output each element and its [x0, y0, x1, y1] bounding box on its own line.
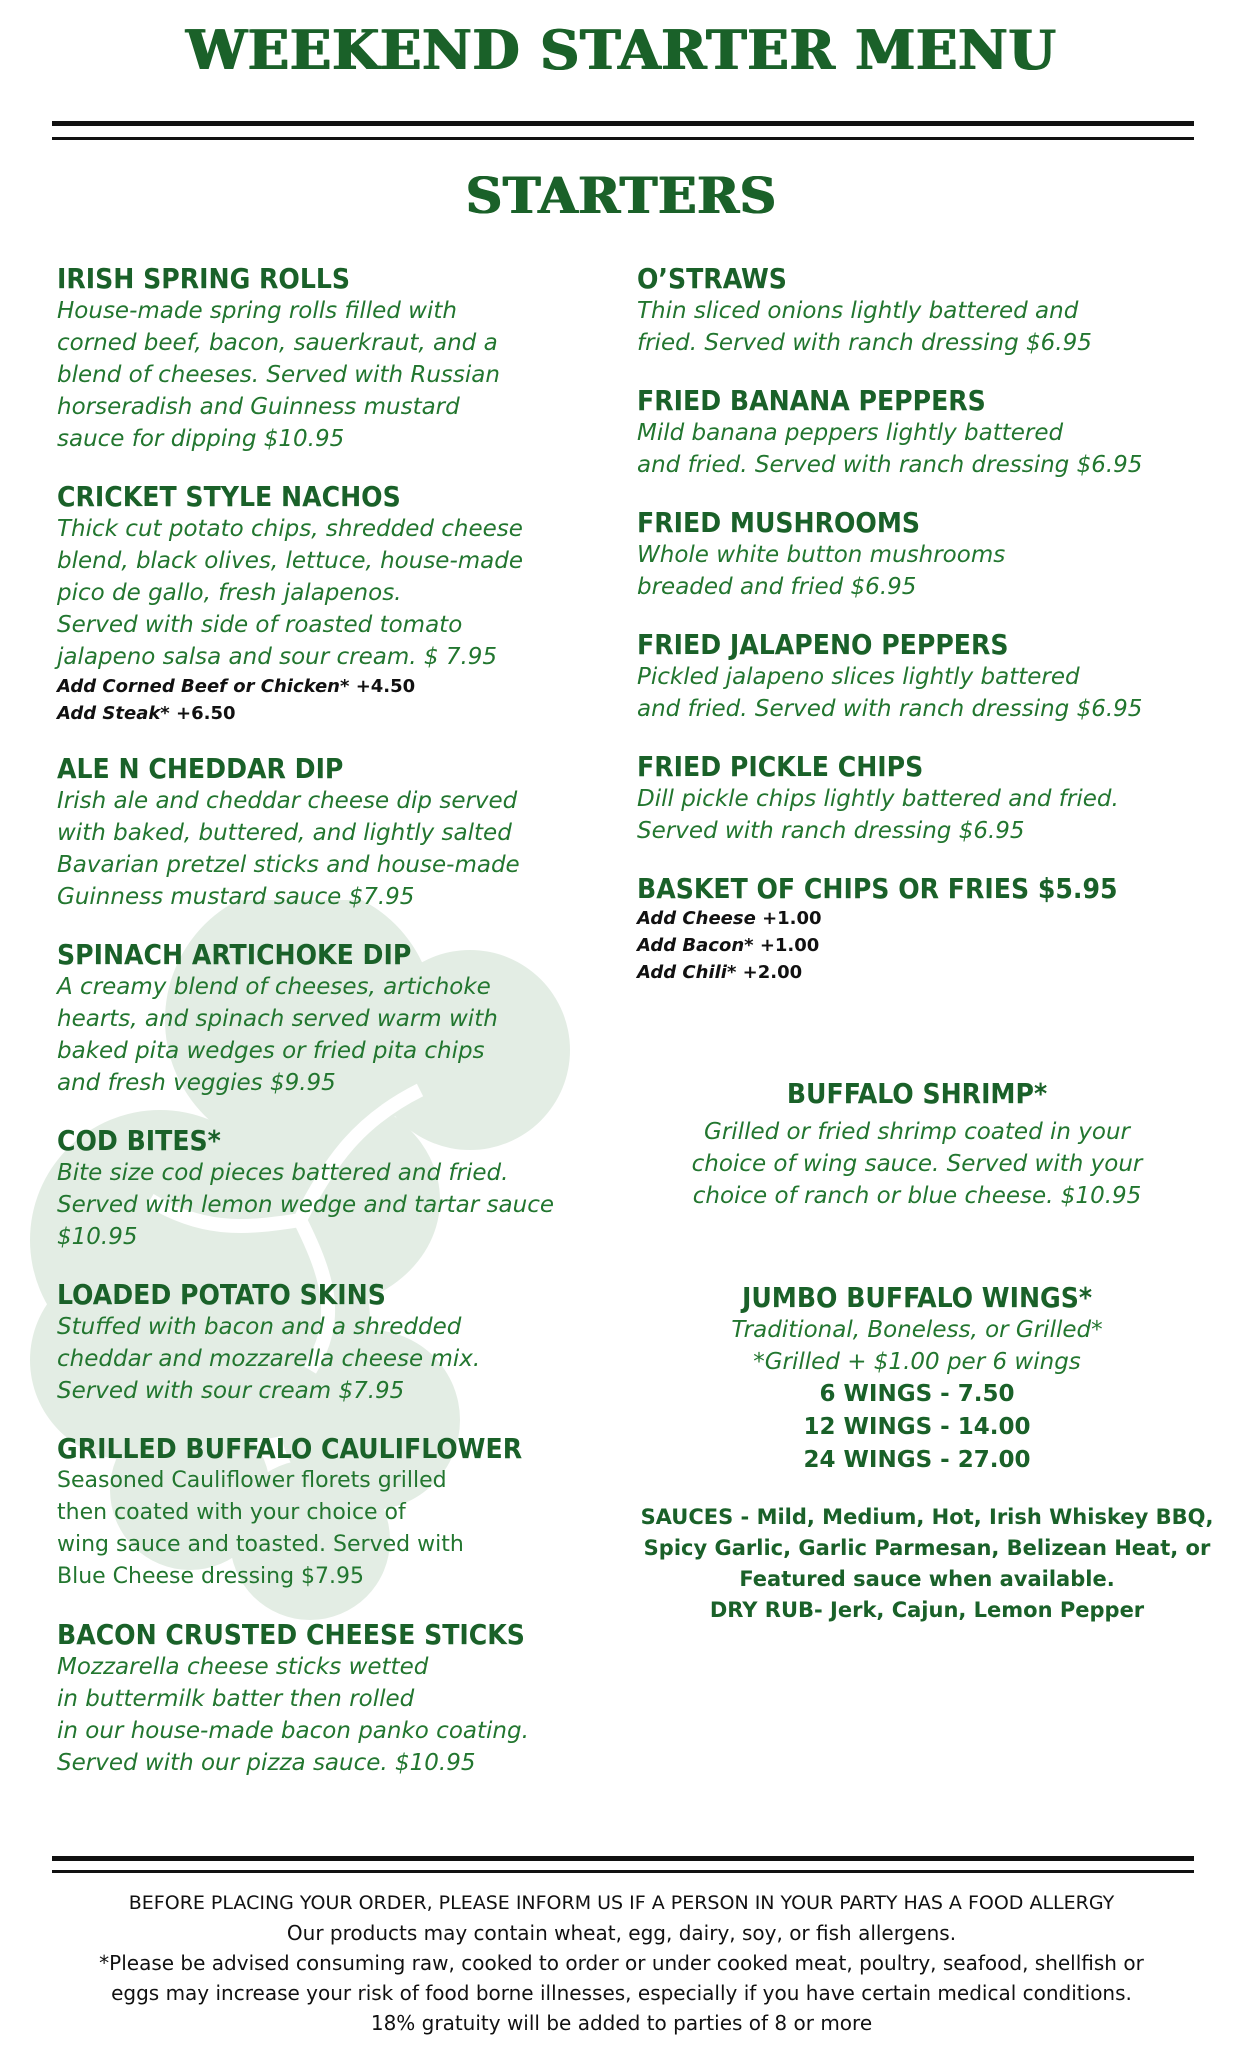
sauce-list: SAUCES - Mild, Medium, Hot, Irish Whiskey BBQ, Spicy Garlic, Garlic Parmesan, Belizean Heat, or Featured sauce when available. DRY RUB- Jerk, Cajun, Lemon Pepper — [640, 1505, 1214, 1622]
wing-price: 12 WINGS - 14.00 — [803, 1414, 1031, 1440]
item-description: Traditional, Boneless, or Grilled* *Grilled + $1.00 per 6 wings — [731, 1317, 1103, 1375]
item-name: SPINACH ARTICHOKE DIP — [57, 938, 412, 971]
item-name: BACON CRUSTED CHEESE STICKS — [57, 1618, 525, 1651]
menu-item — [637, 507, 1197, 603]
menu-title: WEEKEND STARTER MENU — [186, 18, 1057, 82]
buffalo-shrimp-item — [637, 1078, 1197, 1212]
item-name: O’STRAWS — [637, 262, 787, 295]
menu-item — [57, 939, 617, 1099]
addon-price: +1.00 — [759, 935, 820, 956]
item-name: JUMBO BUFFALO WINGS* — [741, 1281, 1093, 1314]
top-divider-thick — [52, 121, 1194, 126]
bottom-divider-thick — [52, 1856, 1194, 1861]
menu-item — [57, 1125, 617, 1253]
addon-label: Add Steak* — [57, 703, 170, 724]
item-name: COD BITES* — [57, 1124, 221, 1157]
item-name: FRIED MUSHROOMS — [637, 506, 921, 539]
item-description: Mild banana peppers lightly battered and fried. Served with ranch dressing $6.95 — [637, 420, 1143, 478]
menu-item — [57, 481, 617, 727]
menu-item — [57, 1433, 617, 1593]
item-description: Seasoned Cauliflower florets grilled then coated with your choice of wing sauce and toasted. Served with Blue Cheese dressing $7.95 — [57, 1468, 464, 1589]
addon-line — [57, 673, 617, 700]
allergy-notice: BEFORE PLACING YOUR ORDER, PLEASE INFORM US IF A PERSON IN YOUR PARTY HAS A FOOD ALLERGY — [128, 1892, 1115, 1914]
item-description: Mozzarella cheese sticks wetted in buttermilk batter then rolled in our house-made bacon panko coating. Served with our pizza sauce. $10.95 — [57, 1654, 529, 1776]
advisory-line: *Please be advised consuming raw, cooked to order or under cooked meat, poultry, seafood, shellfish or — [99, 1951, 1144, 1975]
bottom-divider-thin — [52, 1870, 1194, 1873]
item-description: Thin sliced onions lightly battered and fried. Served with ranch dressing $6.95 — [637, 298, 1092, 356]
item-description: Irish ale and cheddar cheese dip served with baked, buttered, and lightly salted Bavarian pretzel sticks and house-made Guinness mustard sauce $7.95 — [57, 788, 520, 910]
item-name: GRILLED BUFFALO CAULIFLOWER — [57, 1432, 523, 1465]
item-name: FRIED JALAPENO PEPPERS — [637, 628, 1009, 661]
wing-price: 24 WINGS - 27.00 — [803, 1447, 1031, 1473]
basket-item — [637, 873, 1197, 986]
item-name: CRICKET STYLE NACHOS — [57, 480, 401, 513]
menu-item — [57, 1279, 617, 1407]
top-divider-thin — [52, 137, 1194, 140]
left-column — [57, 263, 617, 1805]
addon-price: +4.50 — [355, 676, 416, 697]
item-name: FRIED PICKLE CHIPS — [637, 750, 924, 783]
item-description: Stuffed with bacon and a shredded cheddar and mozzarella cheese mix. Served with sour cream $7.95 — [57, 1314, 481, 1404]
allergen-notice: Our products may contain wheat, egg, dairy, soy, or fish allergens. — [286, 1921, 957, 1945]
menu-item — [57, 263, 617, 455]
menu-item — [57, 753, 617, 913]
item-description: Pickled jalapeno slices lightly battered and fried. Served with ranch dressing $6.95 — [637, 664, 1143, 722]
addon-line — [637, 932, 1197, 959]
item-description: House-made spring rolls filled with corned beef, bacon, sauerkraut, and a blend of cheeses. Served with Russian horseradish and Guinness mustard sauce for dipping $10.95 — [57, 298, 500, 452]
menu-item — [57, 1619, 617, 1779]
item-name: BUFFALO SHRIMP* — [786, 1077, 1048, 1110]
item-description: Thick cut potato chips, shredded cheese blend, black olives, lettuce, house-made pico de gallo, fresh jalapenos. Served with side of roasted tomato jalapeno salsa and sour cream. $ 7.95 — [57, 516, 523, 670]
item-description: Whole white button mushrooms breaded and fried $6.95 — [637, 542, 1006, 600]
item-description: Dill pickle chips lightly battered and fried. Served with ranch dressing $6.95 — [637, 786, 1119, 844]
advisory-line: eggs may increase your risk of food borne illnesses, especially if you have certain medical conditions. — [111, 1981, 1132, 2005]
addon-price: +6.50 — [176, 703, 236, 724]
allergy-footer — [40, 1888, 1203, 2038]
addon-line — [57, 700, 617, 727]
addon-label: Add Bacon* — [637, 935, 754, 956]
gratuity-notice: 18% gratuity will be added to parties of 8 or more — [370, 2011, 873, 2035]
item-description: Grilled or fried shrimp coated in your choice of wing sauce. Served with your choice of ranch or blue cheese. $10.95 — [691, 1119, 1143, 1209]
item-name: FRIED BANANA PEPPERS — [637, 384, 986, 417]
addon-label: Add Corned Beef or Chicken* — [57, 676, 350, 697]
buffalo-wings-item — [637, 1282, 1197, 1477]
item-description: Bite size cod pieces battered and fried. Served with lemon wedge and tartar sauce $10.95 — [57, 1160, 554, 1250]
right-column — [637, 263, 1197, 1012]
basket-name: BASKET OF CHIPS OR FRIES $5.95 — [637, 872, 1118, 905]
menu-item — [637, 751, 1197, 847]
item-name: ALE N CHEDDAR DIP — [57, 752, 344, 785]
item-name: LOADED POTATO SKINS — [57, 1278, 386, 1311]
addon-price: +1.00 — [762, 908, 822, 929]
addon-line — [637, 905, 1197, 932]
item-description: A creamy blend of cheeses, artichoke hearts, and spinach served warm with baked pita wedges or fried pita chips and fresh veggies $9.95 — [57, 974, 498, 1096]
addon-label: Add Cheese — [637, 908, 756, 929]
menu-item — [637, 263, 1197, 359]
addon-price: +2.00 — [742, 962, 803, 983]
wing-price: 6 WINGS - 7.50 — [819, 1381, 1015, 1407]
addon-label: Add Chili* — [637, 962, 737, 983]
item-name: IRISH SPRING ROLLS — [57, 262, 351, 295]
addon-line — [637, 959, 1197, 986]
section-title: STARTERS — [465, 166, 778, 225]
menu-item — [637, 385, 1197, 481]
menu-item — [637, 629, 1197, 725]
